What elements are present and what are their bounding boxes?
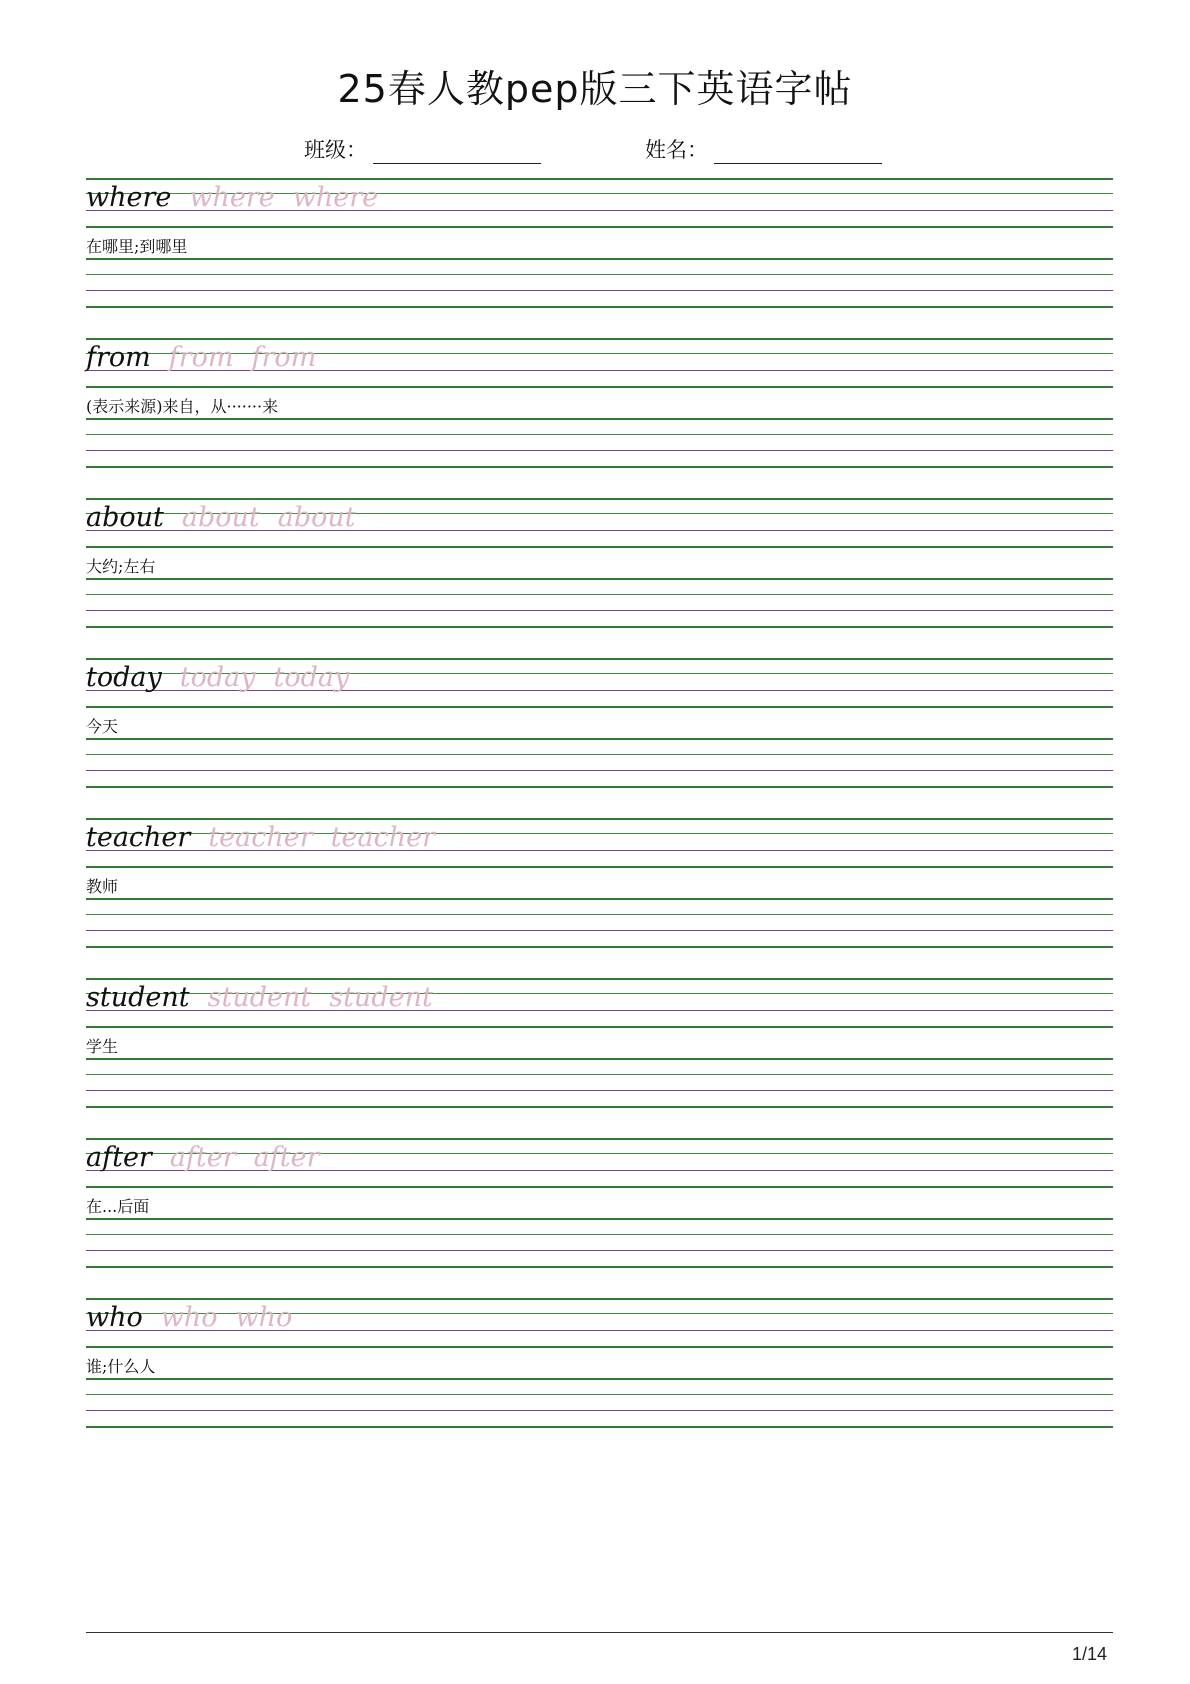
rule-line — [86, 898, 1113, 900]
word-trace: today — [179, 662, 256, 693]
word-model: where — [86, 182, 172, 213]
word-trace: student — [329, 982, 433, 1013]
rule-line — [86, 1346, 1113, 1348]
word-row — [86, 982, 433, 1016]
rule-line — [86, 930, 1113, 931]
rule-line — [86, 610, 1113, 611]
rule-line — [86, 658, 1113, 660]
word-trace: about — [181, 502, 260, 533]
rule-line — [86, 1186, 1113, 1188]
rule-line — [86, 706, 1113, 708]
word-meaning: 大约;左右 — [86, 557, 156, 576]
word-meaning: 在哪里;到哪里 — [86, 237, 188, 256]
rule-line — [86, 1266, 1113, 1268]
word-trace: who — [235, 1302, 293, 1333]
word-block — [86, 498, 1113, 658]
rule-line — [86, 1074, 1113, 1075]
word-trace: today — [273, 662, 350, 693]
rule-line — [86, 866, 1113, 868]
word-model: after — [86, 1142, 152, 1173]
word-trace: after — [169, 1142, 236, 1173]
word-row — [86, 822, 435, 856]
name-blank[interactable] — [714, 141, 882, 164]
rule-line — [86, 386, 1113, 388]
rule-line — [86, 786, 1113, 788]
word-meaning: 教师 — [86, 877, 119, 896]
word-meaning: 今天 — [86, 717, 119, 736]
word-model: from — [86, 342, 151, 373]
rule-line — [86, 1298, 1113, 1300]
rule-line — [86, 1106, 1113, 1108]
rule-line — [86, 594, 1113, 595]
word-trace: after — [253, 1142, 320, 1173]
word-row — [86, 1142, 319, 1176]
page-number: 1/14 — [1072, 1644, 1108, 1664]
word-block — [86, 978, 1113, 1138]
rule-line — [86, 178, 1113, 180]
rule-line — [86, 578, 1113, 580]
rule-line — [86, 1026, 1113, 1028]
rule-line — [86, 1234, 1113, 1235]
rule-line — [86, 978, 1113, 980]
rule-line — [86, 1218, 1113, 1220]
word-block — [86, 338, 1113, 498]
rule-line — [86, 498, 1113, 500]
page-title: 25春人教pep版三下英语字帖 — [337, 67, 853, 111]
word-block — [86, 1138, 1113, 1298]
rule-line — [86, 1090, 1113, 1091]
rule-line — [86, 546, 1113, 548]
rule-line — [86, 306, 1113, 308]
class-blank[interactable] — [373, 141, 541, 164]
word-row — [86, 502, 356, 536]
word-trace: student — [207, 982, 312, 1013]
word-block — [86, 178, 1113, 338]
rule-line — [86, 626, 1113, 628]
rule-line — [86, 274, 1113, 275]
word-row — [86, 342, 316, 376]
rule-line — [86, 434, 1113, 435]
rule-line — [86, 1138, 1113, 1140]
rule-line — [86, 1250, 1113, 1251]
rule-line — [86, 1394, 1113, 1395]
rule-line — [86, 1410, 1113, 1411]
rule-line — [86, 1426, 1113, 1428]
rule-line — [86, 914, 1113, 915]
footer-divider — [86, 1632, 1113, 1633]
word-meaning: 谁;什么人 — [86, 1357, 156, 1376]
rule-line — [86, 418, 1113, 420]
word-meaning: 在...后面 — [86, 1197, 150, 1216]
word-model: who — [86, 1302, 143, 1333]
word-model: today — [86, 662, 162, 693]
word-trace: from — [168, 342, 234, 373]
rule-line — [86, 754, 1113, 755]
rule-line — [86, 770, 1113, 771]
rule-line — [86, 258, 1113, 260]
word-row — [86, 662, 349, 696]
rule-line — [86, 738, 1113, 740]
rule-line — [86, 946, 1113, 948]
rule-line — [86, 226, 1113, 228]
word-meaning: (表示来源)来自，从·······来 — [86, 397, 279, 416]
word-trace: who — [160, 1302, 218, 1333]
rule-line — [86, 338, 1113, 340]
word-block — [86, 658, 1113, 818]
word-trace: from — [251, 342, 317, 373]
name-field[interactable] — [645, 134, 882, 164]
word-row — [86, 1302, 292, 1336]
word-trace: where — [189, 182, 275, 213]
word-trace: where — [292, 182, 379, 213]
rule-line — [86, 818, 1113, 820]
word-row — [86, 182, 378, 216]
word-model: teacher — [86, 822, 191, 853]
word-meaning: 学生 — [86, 1037, 119, 1056]
class-label: 班级： — [304, 138, 367, 162]
rule-line — [86, 450, 1113, 451]
class-field[interactable] — [304, 134, 541, 164]
rule-line — [86, 1378, 1113, 1380]
rule-line — [86, 466, 1113, 468]
word-block — [86, 1298, 1113, 1458]
word-model: student — [86, 982, 190, 1013]
word-trace: teacher — [330, 822, 435, 853]
name-label: 姓名： — [645, 138, 708, 162]
word-block — [86, 818, 1113, 978]
word-trace: about — [277, 502, 356, 533]
word-model: about — [86, 502, 164, 533]
rule-line — [86, 1058, 1113, 1060]
word-trace: teacher — [208, 822, 313, 853]
rule-line — [86, 290, 1113, 291]
